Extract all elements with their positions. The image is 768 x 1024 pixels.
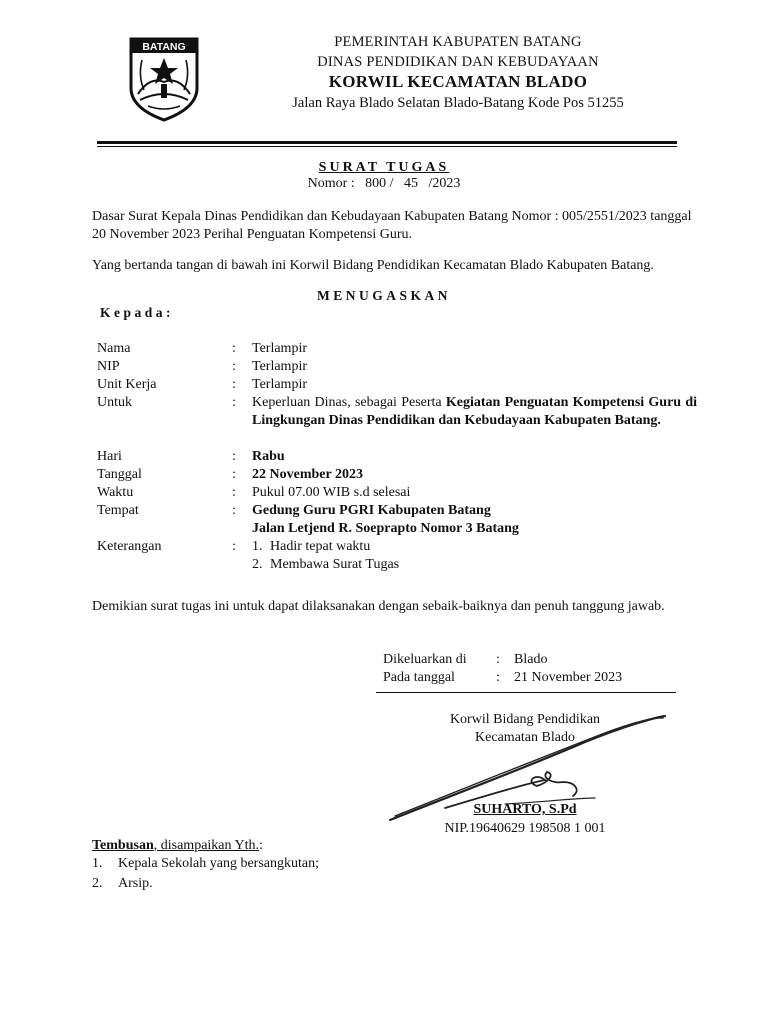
field-label: Unit Kerja <box>97 377 157 392</box>
issued-place-value: Blado <box>514 652 548 667</box>
signatory-name <box>405 801 645 819</box>
field-untuk <box>97 394 697 430</box>
field-label: Hari <box>97 449 122 464</box>
basis-paragraph: Dasar Surat Kepala Dinas Pendidikan dan Kebudayaan Kabupaten Batang Nomor : 005/2551/2023 tanggal 20 November 2023 Perihal Penguatan Kompetensi Guru. <box>92 209 692 242</box>
purpose-activity: Kegiatan Penguatan Kompetensi Guru di Lingkungan Dinas Pendidikan dan Kebudayaan Kabupaten Batang. <box>252 395 697 428</box>
field-label: Keterangan <box>97 539 162 554</box>
field-label: Tempat <box>97 503 139 518</box>
field-nip <box>97 358 697 376</box>
field-value: Rabu <box>252 449 285 464</box>
list-number: 2. <box>92 876 103 891</box>
issued-date-label: Pada tanggal <box>383 670 455 685</box>
letterhead-address: Jalan Raya Blado Selatan Blado-Batang Kode Pos 51255 <box>292 95 624 111</box>
letterhead-department: DINAS PENDIDIKAN DAN KEBUDAYAAN <box>317 54 599 70</box>
closing-paragraph: Demikian surat tugas ini untuk dapat dilaksanakan dengan sebaik-baiknya dan penuh tanggung jawab. <box>92 599 665 614</box>
venue-address: Jalan Letjend R. Soeprapto Nomor 3 Batang <box>252 521 519 536</box>
list-text: Membawa Surat Tugas <box>270 557 400 572</box>
field-label: Nama <box>97 341 131 356</box>
field-value: Terlampir <box>252 377 307 392</box>
issued-colon: : <box>496 652 500 667</box>
field-keterangan <box>97 538 697 574</box>
list-text: Kepala Sekolah yang bersangkutan; <box>118 856 319 871</box>
field-unit-kerja <box>97 376 697 394</box>
field-colon: : <box>232 449 236 464</box>
field-value <box>252 538 697 574</box>
letter-title: SURAT TUGAS <box>318 160 450 175</box>
field-tempat <box>97 502 697 538</box>
copy-colon: : <box>259 838 263 853</box>
issued-divider <box>376 692 676 693</box>
field-colon: : <box>232 395 236 410</box>
issued-place-label: Dikeluarkan di <box>383 652 467 667</box>
signatory-nip: NIP.19640629 198508 1 001 <box>444 821 606 836</box>
field-colon: : <box>232 341 236 356</box>
letterhead-divider-thick <box>97 141 677 144</box>
field-hari <box>97 448 697 466</box>
list-number: 2. <box>252 557 263 572</box>
list-item <box>252 556 697 574</box>
purpose-prefix: Keperluan Dinas, sebagai Peserta <box>252 395 446 410</box>
field-value: Pukul 07.00 WIB s.d selesai <box>252 485 411 500</box>
field-label: Untuk <box>97 395 132 410</box>
field-value <box>252 394 697 430</box>
list-text: Arsip. <box>118 876 153 891</box>
field-value: Terlampir <box>252 359 307 374</box>
letter-number: Nomor : 800 / 45 /2023 <box>307 176 461 191</box>
field-colon: : <box>232 377 236 392</box>
copy-label: Tembusan <box>92 838 154 853</box>
issued-date-value: 21 November 2023 <box>514 670 623 685</box>
letterhead-divider-thin <box>97 146 677 147</box>
letterhead-government: PEMERINTAH KABUPATEN BATANG <box>334 34 582 50</box>
recipient-heading: Kepada: <box>100 305 175 320</box>
issued-place <box>383 651 547 669</box>
copy-recipients-heading <box>92 837 263 855</box>
field-waktu <box>97 484 697 502</box>
field-colon: : <box>232 359 236 374</box>
signatory-name-text: SUHARTO, S.Pd <box>473 802 577 817</box>
field-colon: : <box>232 467 236 482</box>
field-label: NIP <box>97 359 120 374</box>
emblem-text: BATANG <box>142 41 186 53</box>
signatory-paragraph: Yang bertanda tangan di bawah ini Korwil Bidang Pendidikan Kecamatan Blado Kabupaten Batang. <box>92 258 654 273</box>
assignment-heading: MENUGASKAN <box>316 288 451 303</box>
copy-suffix: , disampaikan Yth. <box>153 838 259 853</box>
field-colon: : <box>232 503 236 518</box>
field-tanggal <box>97 466 697 484</box>
field-colon: : <box>232 539 236 554</box>
field-label: Tanggal <box>97 467 142 482</box>
issued-date <box>383 669 622 687</box>
batang-regency-emblem <box>128 36 200 122</box>
field-label: Waktu <box>97 485 134 500</box>
field-value <box>252 502 697 538</box>
list-number: 1. <box>92 856 103 871</box>
copy-recipient-item <box>92 855 319 873</box>
signatory-title: Korwil Bidang Pendidikan <box>449 712 601 727</box>
issued-colon: : <box>496 670 500 685</box>
letterhead-office: KORWIL KECAMATAN BLADO <box>328 72 588 91</box>
field-nama <box>97 340 697 358</box>
signatory-unit: Kecamatan Blado <box>475 730 575 745</box>
list-text: Hadir tepat waktu <box>270 539 371 554</box>
venue-name: Gedung Guru PGRI Kabupaten Batang <box>252 503 491 518</box>
copy-recipient-item <box>92 875 153 893</box>
field-value: 22 November 2023 <box>252 467 363 482</box>
list-number: 1. <box>252 539 263 554</box>
field-value: Terlampir <box>252 341 307 356</box>
list-item <box>252 538 697 556</box>
field-colon: : <box>232 485 236 500</box>
